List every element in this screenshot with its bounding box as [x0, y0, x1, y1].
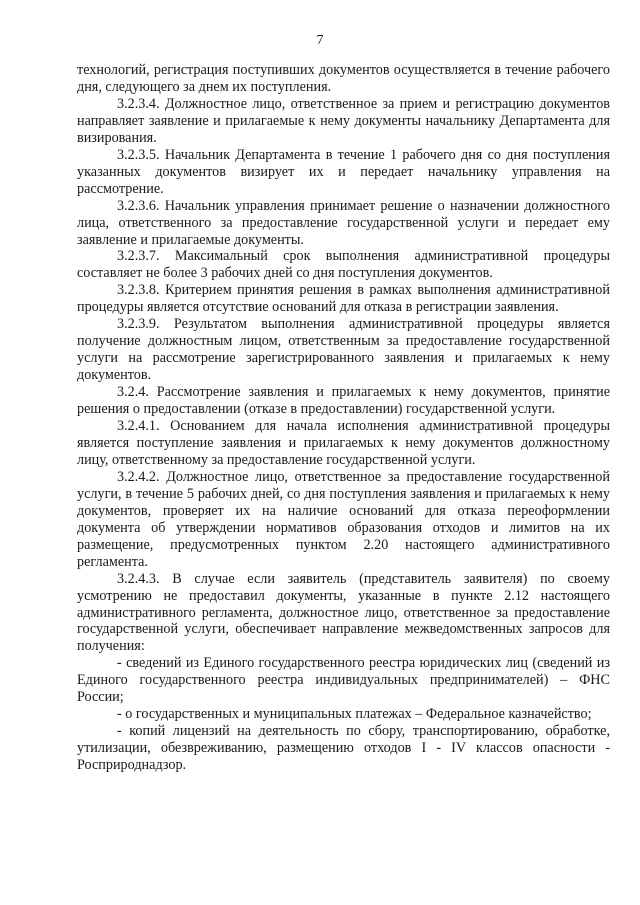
- paragraph-3-2-3-7: 3.2.3.7. Максимальный срок выполнения административной процедуры составляет не более 3 рабочих дней со дня поступления документов.: [77, 248, 610, 282]
- paragraph-3-2-4-3: 3.2.4.3. В случае если заявитель (представитель заявителя) по своему усмотрению не предоставил документы, указанные в пункте 2.12 настоящего административного регламента, должностное лицо, ответственное за предоставление государственной услуги, обеспечивает направление межведомственных запросов для получения:: [77, 570, 610, 655]
- document-body: [77, 62, 610, 774]
- list-item-fns: - сведений из Единого государственного реестра юридических лиц (сведений из Единого государственного реестра индивидуальных предпринимателей) – ФНС России;: [77, 655, 610, 706]
- paragraph-3-2-3-6: 3.2.3.6. Начальник управления принимает решение о назначении должностного лица, ответственного за предоставление государственной услуги и передает ему заявление и прилагаемые документы.: [77, 197, 610, 248]
- paragraph-3-2-3-4: 3.2.3.4. Должностное лицо, ответственное за прием и регистрацию документов направляет заявление и прилагаемые к нему документы начальнику Департамента для визирования.: [77, 95, 610, 146]
- list-item-treasury: - о государственных и муниципальных платежах – Федеральное казначейство;: [117, 706, 592, 723]
- paragraph-3-2-4-1: 3.2.4.1. Основанием для начала исполнения административной процедуры является поступление заявления и прилагаемых к нему документов должностному лицу, ответственному за предоставление государственной услуги.: [77, 418, 610, 468]
- paragraph-3-2-4-2: 3.2.4.2. Должностное лицо, ответственное за предоставление государственной услуги, в течение 5 рабочих дней, со дня поступления заявления и прилагаемых к нему документов, проверяет их на наличие оснований для отказа переоформлении документа об утверждении нормативов образования отходов и лимитов на их размещение, предусмотренных пунктом 2.20 настоящего административного регламента.: [77, 468, 610, 570]
- paragraph-continuation: технологий, регистрация поступивших документов осуществляется в течение рабочего дня, следующего за днем их поступления.: [77, 62, 610, 95]
- paragraph-3-2-4: 3.2.4. Рассмотрение заявления и прилагаемых к нему документов, принятие решения о предоставлении (отказе в предоставлении) государственной услуги.: [77, 384, 610, 418]
- paragraph-3-2-3-5: 3.2.3.5. Начальник Департамента в течение 1 рабочего дня со дня поступления указанных документов визирует их и передает начальнику управления на рассмотрение.: [77, 146, 610, 197]
- page-number: 7: [316, 33, 324, 48]
- paragraph-3-2-3-9: 3.2.3.9. Результатом выполнения административной процедуры является получение должностным лицом, ответственным за предоставление государственной услуги на рассмотрение зарегистрированного заявления и прилагаемых к нему документов.: [77, 316, 610, 384]
- paragraph-3-2-3-8: 3.2.3.8. Критерием принятия решения в рамках выполнения административной процедуры является отсутствие оснований для отказа в регистрации заявления.: [77, 282, 610, 316]
- list-item-rosprirodnadzor: - копий лицензий на деятельность по сбору, транспортированию, обработке, утилизации, обезвреживанию, размещению отходов I - IV классов опасности - Росприроднадзор.: [77, 723, 610, 774]
